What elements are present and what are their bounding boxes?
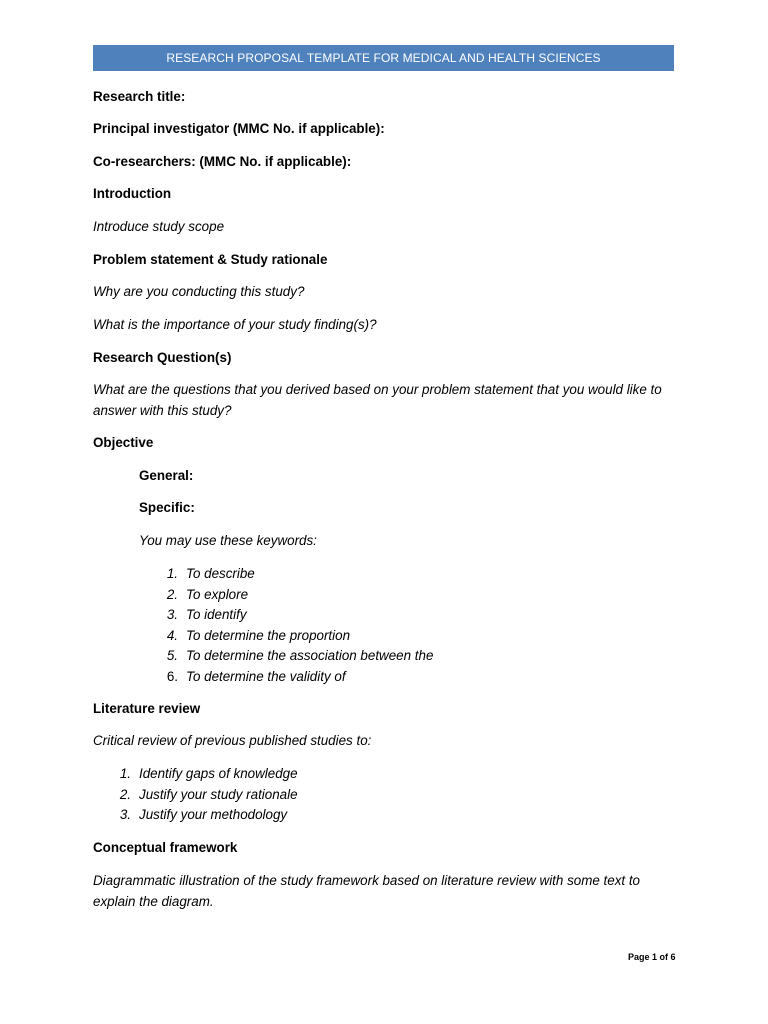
literature-review-heading: Literature review bbox=[93, 701, 201, 716]
keywords-list bbox=[166, 564, 434, 687]
list-item-number: 2. bbox=[119, 786, 131, 802]
list-item bbox=[166, 626, 433, 647]
list-item-number: 1. bbox=[166, 566, 178, 581]
title-banner bbox=[93, 45, 674, 71]
page-number: Page 1 of 6 bbox=[628, 952, 676, 962]
list-item-text: To determine the association between the bbox=[186, 648, 434, 663]
keywords-hint: You may use these keywords: bbox=[139, 533, 317, 548]
research-questions-hint: What are the questions that you derived based on your problem statement that you would like to answer with this study? bbox=[93, 382, 662, 418]
list-item-number: 5. bbox=[166, 648, 178, 663]
research-title-label: Research title: bbox=[93, 89, 186, 104]
list-item bbox=[166, 667, 433, 688]
list-item-number: 3. bbox=[119, 807, 131, 822]
conceptual-framework-heading: Conceptual framework bbox=[93, 840, 238, 855]
list-item-text: To identify bbox=[186, 607, 247, 622]
conceptual-framework-hint: Diagrammatic illustration of the study framework based on literature review with some text to explain the diagram. bbox=[93, 873, 641, 909]
objective-specific-label: Specific: bbox=[139, 500, 195, 515]
problem-hint-1: Why are you conducting this study? bbox=[93, 284, 305, 299]
literature-review-list bbox=[119, 764, 298, 826]
problem-statement-heading: Problem statement & Study rationale bbox=[93, 252, 328, 267]
list-item-text: Justify your study rationale bbox=[139, 786, 298, 802]
principal-investigator-label: Principal investigator (MMC No. if applicable): bbox=[93, 121, 385, 136]
list-item-text: To determine the proportion bbox=[186, 627, 351, 643]
list-item bbox=[119, 785, 298, 806]
research-questions-heading: Research Question(s) bbox=[93, 350, 232, 365]
list-item-number: 2. bbox=[166, 586, 178, 602]
list-item bbox=[119, 805, 298, 826]
list-item-number: 6. bbox=[166, 668, 178, 684]
objective-heading: Objective bbox=[93, 435, 154, 450]
objective-general-label: General: bbox=[139, 468, 194, 483]
co-researchers-label: Co-researchers: (MMC No. if applicable): bbox=[93, 154, 352, 169]
list-item bbox=[166, 646, 434, 667]
introduction-hint: Introduce study scope bbox=[93, 219, 225, 234]
list-item bbox=[166, 585, 433, 606]
list-item-text: To determine the validity of bbox=[186, 668, 346, 684]
list-item-number: 4. bbox=[166, 627, 178, 643]
introduction-heading: Introduction bbox=[93, 186, 172, 201]
list-item-number: 1. bbox=[119, 766, 131, 781]
problem-hint-2: What is the importance of your study finding(s)? bbox=[93, 317, 377, 332]
list-item-text: To explore bbox=[186, 586, 249, 602]
list-item bbox=[166, 564, 433, 585]
list-item bbox=[119, 764, 298, 785]
list-item-text: To describe bbox=[186, 566, 255, 581]
list-item-text: Identify gaps of knowledge bbox=[139, 766, 298, 781]
banner-title: RESEARCH PROPOSAL TEMPLATE FOR MEDICAL AND HEALTH SCIENCES bbox=[166, 51, 601, 65]
list-item-number: 3. bbox=[166, 607, 178, 622]
list-item-text: Justify your methodology bbox=[139, 807, 288, 822]
literature-review-hint: Critical review of previous published studies to: bbox=[93, 733, 372, 748]
list-item bbox=[166, 605, 433, 626]
